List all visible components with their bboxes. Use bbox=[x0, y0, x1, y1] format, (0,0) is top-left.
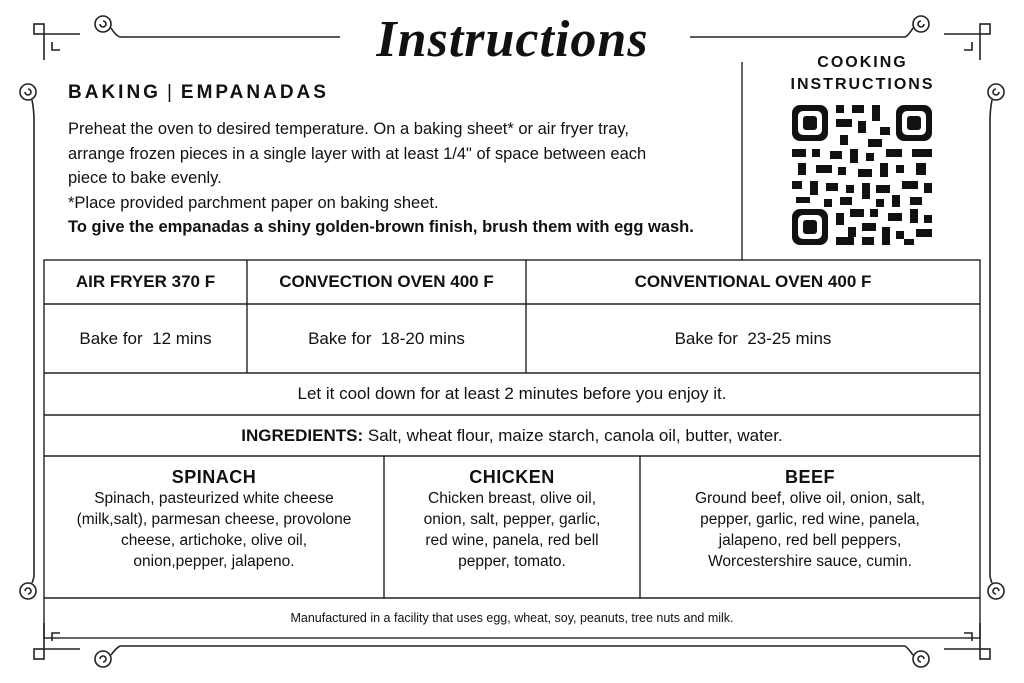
filling-chicken bbox=[384, 466, 640, 572]
filling-line: (milk,salt), parmesan cheese, provolone bbox=[76, 511, 352, 528]
filling-line: pepper, tomato. bbox=[458, 553, 566, 570]
ingredients-text: Salt, wheat flour, maize starch, canola oil, butter, water. bbox=[363, 425, 783, 445]
method-header-convection: CONVECTION OVEN 400 F bbox=[279, 272, 494, 291]
qr-label bbox=[770, 52, 955, 96]
ingredients-label: INGREDIENTS: bbox=[241, 425, 364, 445]
intro-line-5: To give the empanadas a shiny golden-brown finish, brush them with egg wash. bbox=[68, 218, 694, 236]
filling-spinach bbox=[44, 466, 384, 572]
filling-line: onion,pepper, jalapeno. bbox=[133, 553, 295, 570]
filling-line: Worcestershire sauce, cumin. bbox=[708, 553, 912, 570]
heading-product: EMPANADAS bbox=[180, 82, 329, 103]
filling-line: Spinach, pasteurized white cheese bbox=[94, 490, 334, 507]
filling-line: Ground beef, olive oil, onion, salt, bbox=[694, 490, 926, 507]
intro-line-3: piece to bake evenly. bbox=[68, 169, 222, 187]
page-title: Instructions bbox=[376, 11, 649, 68]
filling-line: jalapeno, red bell peppers, bbox=[718, 532, 902, 549]
filling-line: red wine, panela, red bell bbox=[425, 532, 599, 549]
cool-note: Let it cool down for at least 2 minutes before you enjoy it. bbox=[297, 384, 727, 403]
heading-separator: | bbox=[166, 82, 175, 103]
allergen-footer: Manufactured in a facility that uses egg, wheat, soy, peanuts, tree nuts and milk. bbox=[290, 611, 734, 625]
filling-line: onion, salt, pepper, garlic, bbox=[423, 511, 601, 528]
corner-ornament-tl bbox=[20, 16, 120, 120]
method-header-air-fryer: AIR FRYER 370 F bbox=[75, 272, 216, 291]
method-time-conventional: Bake for 23-25 mins bbox=[674, 328, 832, 348]
intro-line-2: arrange frozen pieces in a single layer with at least 1/4" of space between each bbox=[68, 144, 647, 163]
intro-line-1: Preheat the oven to desired temperature. On a baking sheet* or air fryer tray, bbox=[68, 120, 629, 138]
filling-name: BEEF bbox=[784, 467, 835, 487]
qr-label-line-2: INSTRUCTIONS bbox=[790, 76, 935, 93]
qr-label-line-1: COOKING bbox=[817, 54, 908, 71]
method-time-air-fryer: Bake for 12 mins bbox=[79, 328, 212, 348]
filling-line: pepper, garlic, red wine, panela, bbox=[700, 511, 920, 528]
qr-code[interactable] bbox=[792, 105, 932, 245]
filling-line: cheese, artichoke, olive oil, bbox=[120, 532, 308, 549]
method-header-conventional: CONVENTIONAL OVEN 400 F bbox=[634, 272, 872, 291]
ingredients-row bbox=[44, 415, 980, 456]
filling-beef bbox=[640, 466, 980, 572]
section-heading bbox=[68, 82, 329, 104]
method-time-convection: Bake for 18-20 mins bbox=[308, 328, 465, 348]
filling-line: Chicken breast, olive oil, bbox=[428, 490, 596, 507]
filling-name: CHICKEN bbox=[469, 467, 555, 487]
filling-name: SPINACH bbox=[171, 467, 257, 487]
heading-category: BAKING bbox=[68, 82, 161, 103]
intro-text bbox=[68, 117, 728, 240]
intro-line-4: *Place provided parchment paper on baking sheet. bbox=[68, 193, 439, 212]
